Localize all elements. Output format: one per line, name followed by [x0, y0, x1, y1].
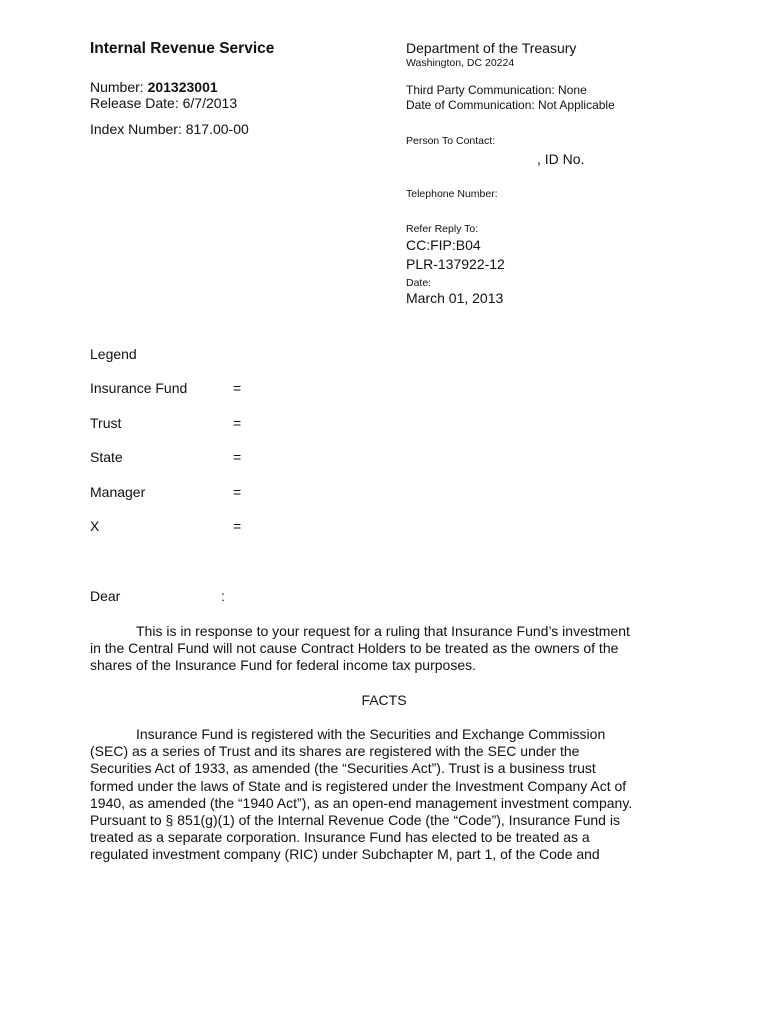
person-to-contact-label: Person To Contact:	[406, 135, 496, 147]
salutation-colon: :	[221, 588, 225, 604]
legend-term-manager: Manager	[90, 484, 146, 500]
legend-equals: =	[233, 380, 242, 396]
number-label: Number:	[90, 79, 144, 95]
telephone-label: Telephone Number:	[406, 188, 498, 200]
paragraph-line: regulated investment company (RIC) under Subchapter M, part 1, of the Code and	[90, 846, 600, 863]
legend-term-insurance-fund: Insurance Fund	[90, 380, 188, 396]
refer-reply-code: CC:FIP:B04	[406, 237, 481, 253]
paragraph-line: Pursuant to § 851(g)(1) of the Internal Revenue Code (the “Code”), Insurance Fund is	[90, 812, 620, 829]
id-no: , ID No.	[537, 151, 585, 167]
paragraph-line	[90, 726, 680, 743]
paragraph-line: treated as a separate corporation. Insurance Fund has elected to be treated as a	[90, 829, 590, 846]
third-party-communication: Third Party Communication: None	[406, 83, 587, 97]
paragraph-line: (SEC) as a series of Trust and its shares are registered with the SEC under the	[90, 743, 580, 760]
paragraph-line: formed under the laws of State and is registered under the Investment Company Act of	[90, 777, 627, 794]
legend-term-trust: Trust	[90, 415, 122, 431]
date-of-communication: Date of Communication: Not Applicable	[406, 98, 615, 112]
department-address: Washington, DC 20224	[406, 57, 515, 69]
release-date: Release Date: 6/7/2013	[90, 95, 238, 111]
facts-heading: FACTS	[361, 692, 407, 708]
paragraph-line: shares of the Insurance Fund for federal income tax purposes.	[90, 657, 476, 674]
legend-equals: =	[233, 415, 242, 431]
paragraph-text: Insurance Fund is registered with the Securities and Exchange Commission	[136, 726, 606, 742]
paragraph-text: This is in response to your request for a ruling that Insurance Fund’s investment	[136, 623, 630, 639]
legend-equals: =	[233, 449, 242, 465]
legend-title: Legend	[90, 346, 137, 362]
paragraph-line: Securities Act of 1933, as amended (the “Securities Act”). Trust is a business trust	[90, 760, 596, 777]
number-value: 201323001	[147, 79, 218, 95]
date-label: Date:	[406, 277, 432, 289]
legend-term-x: X	[90, 518, 100, 534]
legend-term-state: State	[90, 449, 123, 465]
salutation: Dear	[90, 588, 121, 604]
index-number: Index Number: 817.00-00	[90, 121, 249, 137]
refer-reply-plr: PLR-137922-12	[406, 256, 505, 272]
paragraph-line: in the Central Fund will not cause Contract Holders to be treated as the owners of the	[90, 640, 619, 657]
paragraph-line	[90, 623, 680, 640]
refer-reply-label: Refer Reply To:	[406, 223, 479, 235]
legend-equals: =	[233, 484, 242, 500]
intro-paragraph	[90, 623, 680, 675]
agency-name: Internal Revenue Service	[90, 40, 275, 57]
paragraph-line: 1940, as amended (the “1940 Act”), as an open-end management investment company.	[90, 794, 633, 811]
facts-paragraph	[90, 726, 680, 864]
number-line	[90, 79, 218, 96]
department-name: Department of the Treasury	[406, 40, 577, 56]
legend-equals: =	[233, 518, 242, 534]
date-value: March 01, 2013	[406, 290, 504, 306]
